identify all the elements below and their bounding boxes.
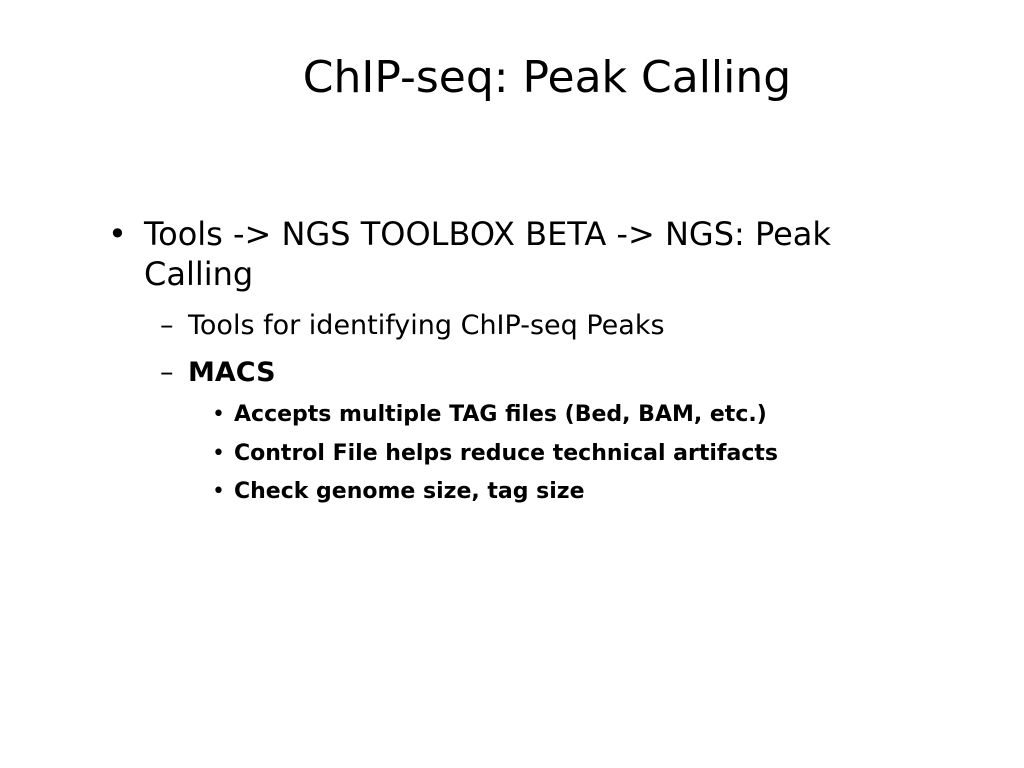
- bullet-text: Check genome size, tag size: [234, 478, 585, 504]
- bullet-level2-tools: [160, 309, 948, 343]
- bullet-marker: •: [212, 478, 225, 504]
- bullet-marker: •: [212, 440, 225, 466]
- bullet-marker: •: [108, 215, 127, 253]
- bullet-level1: [108, 214, 948, 295]
- bullet-text: Tools for identifying ChIP-seq Peaks: [188, 309, 665, 341]
- bullet-level3-item: [212, 479, 948, 505]
- bullet-marker: •: [212, 402, 225, 428]
- bullet-text: MACS: [188, 357, 276, 389]
- bullet-text: Control File helps reduce technical artifacts: [234, 440, 778, 466]
- bullet-text: Tools -> NGS TOOLBOX BETA -> NGS: Peak Calling: [144, 215, 831, 294]
- bullet-level3-item: [212, 402, 948, 428]
- bullet-level3-item: [212, 441, 948, 467]
- dash-marker: –: [160, 357, 174, 389]
- bullet-text: Accepts multiple TAG files (Bed, BAM, etc.): [234, 402, 767, 428]
- bullet-level2-macs: [160, 356, 948, 390]
- dash-marker: –: [160, 309, 174, 341]
- slide-title: ChIP-seq: Peak Calling: [302, 52, 792, 103]
- slide-content: [108, 214, 948, 505]
